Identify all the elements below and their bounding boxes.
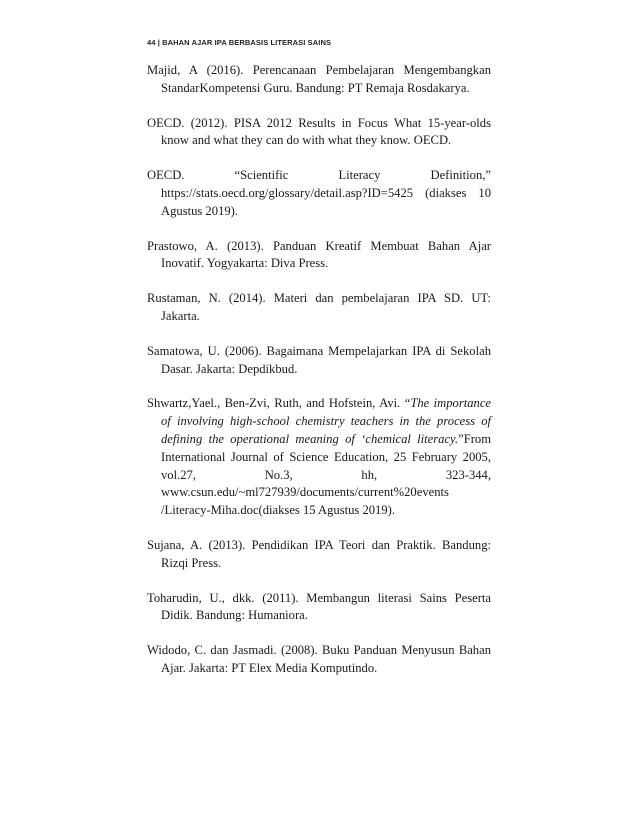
reference-item: Sujana, A. (2013). Pendidikan IPA Teori dan Praktik. Bandung: Rizqi Press.: [147, 537, 491, 570]
reference-item: Widodo, C. dan Jasmadi. (2008). Buku Panduan Menyusun Bahan Ajar. Jakarta: PT Elex Media Komputindo.: [147, 643, 491, 675]
reference-source-part: ”From International Journal of Science Education, 25 February 2005, vol.27, No.3, hh, 323-344, www.csun.edu/~ml727939/documents/current%20events /Literacy-Miha.doc(diakses 15 Agustus 2019).: [161, 431, 491, 518]
reference-italic-title: The importance of involving high-school chemistry teachers in the process of defining the operational meaning of ‘chemical literacy.: [161, 396, 492, 446]
reference-list: [147, 62, 491, 695]
reference-item: Samatowa, U. (2006). Bagaimana Mempelajarkan IPA di Sekolah Dasar. Jakarta: Depdikbud.: [147, 343, 491, 376]
reference-item: Toharudin, U., dkk. (2011). Membangun literasi Sains Peserta Didik. Bandung: Humaniora.: [147, 590, 491, 623]
reference-item: Majid, A (2016). Perencanaan Pembelajaran Mengembangkan StandarKompetensi Guru. Bandung: PT Remaja Rosdakarya.: [147, 63, 491, 95]
reference-item: Prastowo, A. (2013). Panduan Kreatif Membuat Bahan Ajar Inovatif. Yogyakarta: Diva Press.: [147, 238, 491, 271]
reference-item: OECD. “Scientific Literacy Definition,” https://stats.oecd.org/glossary/detail.asp?ID=5425 (diakses 10 Agustus 2019).: [147, 168, 491, 218]
reference-item: Rustaman, N. (2014). Materi dan pembelajaran IPA SD. UT: Jakarta.: [147, 291, 491, 323]
running-header: 44 | BAHAN AJAR IPA BERBASIS LITERASI SAINS: [147, 38, 332, 47]
reference-author-part: Shwartz,Yael., Ben-Zvi, Ruth, and Hofstein, Avi. “: [147, 396, 411, 411]
reference-item: [147, 395, 491, 520]
reference-item: OECD. (2012). PISA 2012 Results in Focus What 15-year-olds know and what they can do with what they know. OECD.: [147, 115, 491, 148]
